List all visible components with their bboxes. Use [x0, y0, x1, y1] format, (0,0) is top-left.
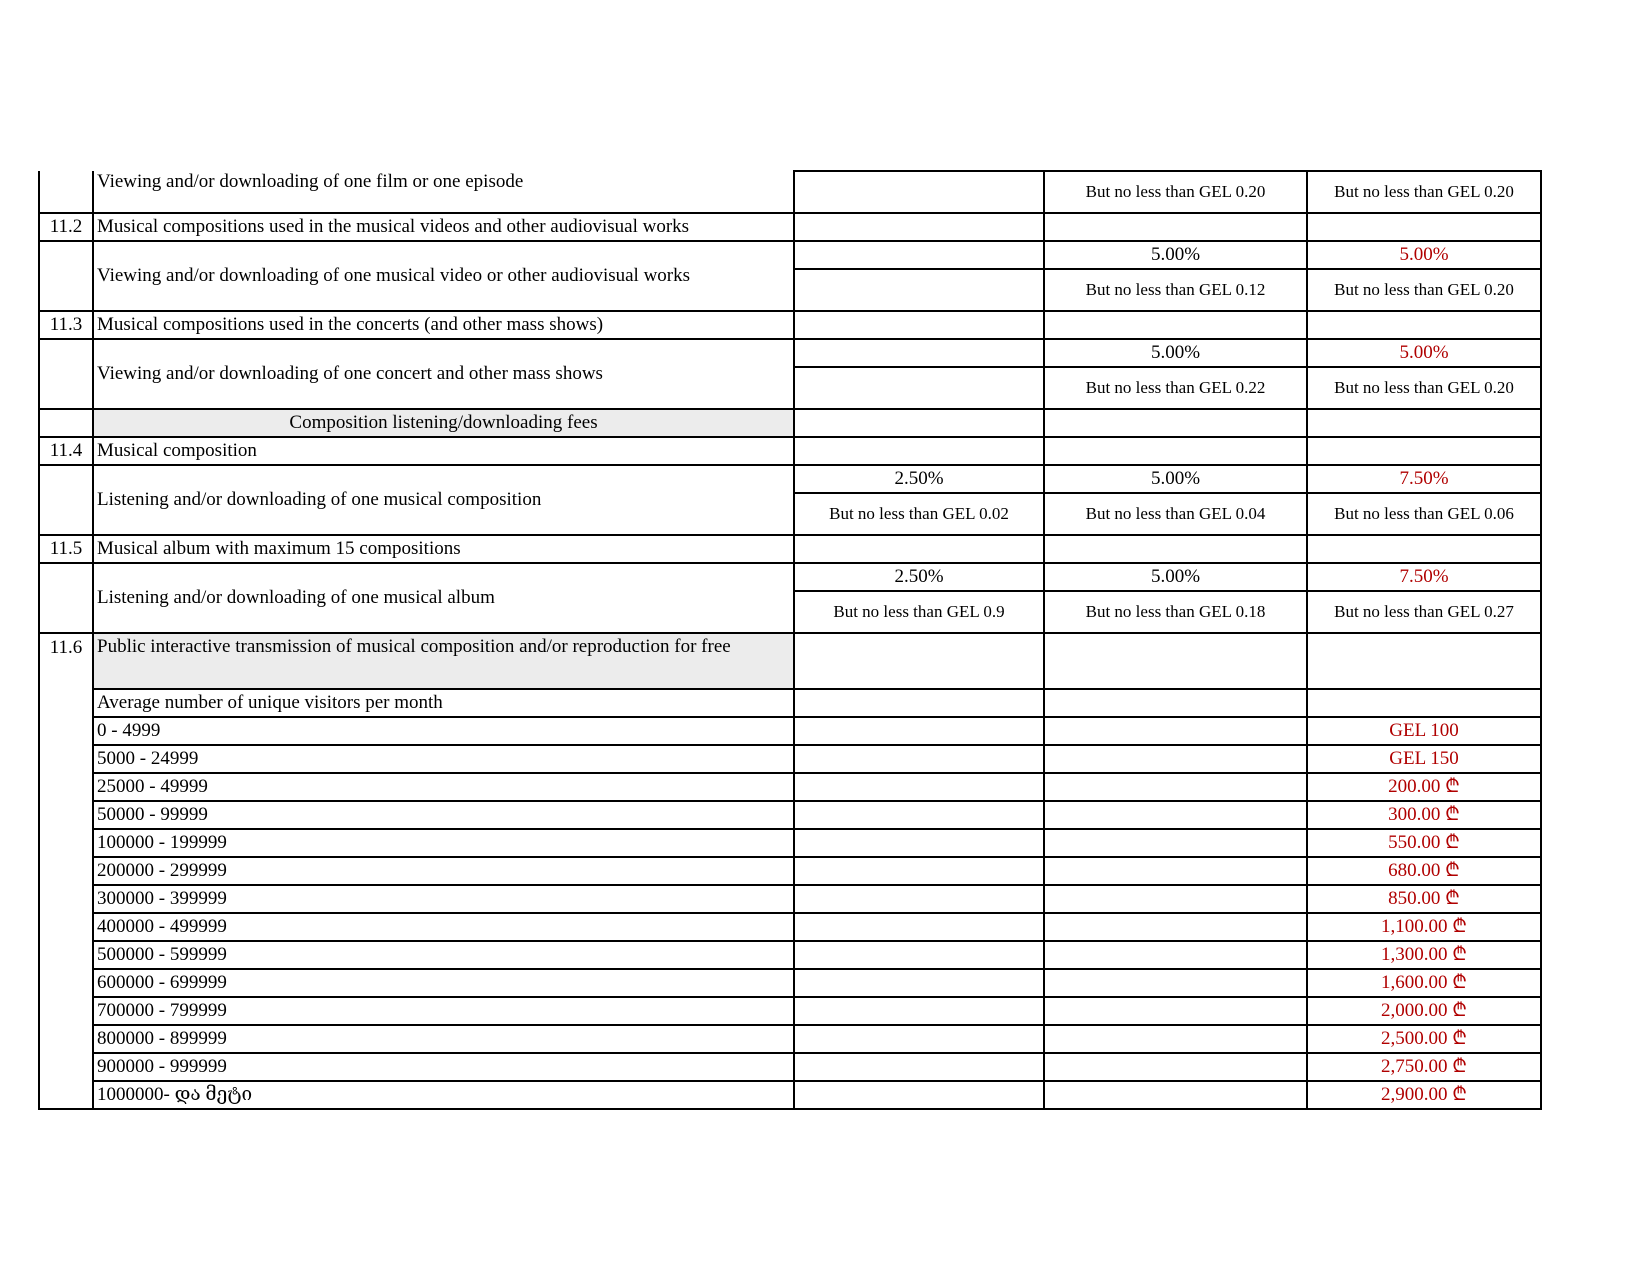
tier1-min-fee: But no less than GEL 0.02	[794, 493, 1044, 535]
visitor-tier-row	[39, 885, 1541, 913]
empty-cell	[794, 745, 1044, 773]
empty-cell	[1044, 213, 1307, 241]
empty-cell	[794, 689, 1044, 717]
visitor-range: 0 - 4999	[93, 717, 794, 745]
empty-cell	[1044, 969, 1307, 997]
visitor-tier-row	[39, 941, 1541, 969]
tier2-min-fee: But no less than GEL 0.20	[1044, 171, 1307, 213]
visitor-fee: 850.00 ₾	[1307, 885, 1541, 913]
empty-cell	[1044, 745, 1307, 773]
tier2-percentage: 5.00%	[1044, 563, 1307, 591]
empty-cell	[1044, 633, 1307, 689]
empty-cell	[794, 913, 1044, 941]
empty-cell	[794, 213, 1044, 241]
visitor-fee: GEL 150	[1307, 745, 1541, 773]
tier3-min-fee: But no less than GEL 0.27	[1307, 591, 1541, 633]
empty-cell	[794, 717, 1044, 745]
row-number-cell	[39, 241, 93, 311]
empty-cell	[1044, 1025, 1307, 1053]
tier3-percentage: 5.00%	[1307, 241, 1541, 269]
empty-cell	[794, 885, 1044, 913]
tier2-min-fee: But no less than GEL 0.04	[1044, 493, 1307, 535]
table-row	[39, 535, 1541, 563]
empty-cell	[1044, 801, 1307, 829]
table-row	[39, 171, 1541, 213]
visitor-tier-row	[39, 717, 1541, 745]
table-row	[39, 213, 1541, 241]
table-row	[39, 241, 1541, 269]
visitor-range: 800000 - 899999	[93, 1025, 794, 1053]
empty-cell	[794, 801, 1044, 829]
table-row	[39, 437, 1541, 465]
empty-cell	[794, 311, 1044, 339]
empty-cell	[1044, 857, 1307, 885]
empty-cell	[39, 409, 93, 437]
empty-cell	[1044, 941, 1307, 969]
row-description: Listening and/or downloading of one musical composition	[93, 465, 794, 535]
row-description: Musical compositions used in the musical videos and other audiovisual works	[93, 213, 794, 241]
empty-cell	[1044, 717, 1307, 745]
section-title: Composition listening/downloading fees	[93, 409, 794, 437]
empty-cell	[794, 1081, 1044, 1109]
tier1-min-fee: But no less than GEL 0.9	[794, 591, 1044, 633]
tier3-percentage: 7.50%	[1307, 465, 1541, 493]
empty-cell	[794, 367, 1044, 409]
empty-cell	[794, 339, 1044, 367]
empty-cell	[794, 241, 1044, 269]
fee-table-sheet	[38, 170, 1540, 1110]
empty-cell	[794, 997, 1044, 1025]
empty-cell	[794, 437, 1044, 465]
tier3-percentage: 7.50%	[1307, 563, 1541, 591]
empty-cell	[1044, 913, 1307, 941]
tier3-percentage: 5.00%	[1307, 339, 1541, 367]
visitor-range: 300000 - 399999	[93, 885, 794, 913]
visitor-range: 500000 - 599999	[93, 941, 794, 969]
visitor-tier-row	[39, 801, 1541, 829]
empty-cell	[1307, 633, 1541, 689]
empty-cell	[794, 857, 1044, 885]
visitor-range: 1000000- და მეტი	[93, 1081, 794, 1109]
visitor-tier-row	[39, 997, 1541, 1025]
tier2-min-fee: But no less than GEL 0.22	[1044, 367, 1307, 409]
empty-cell	[794, 1025, 1044, 1053]
visitor-fee: 300.00 ₾	[1307, 801, 1541, 829]
tier1-percentage: 2.50%	[794, 563, 1044, 591]
empty-cell	[794, 829, 1044, 857]
tier1-cell	[794, 171, 1044, 213]
visitor-tier-row	[39, 829, 1541, 857]
empty-cell	[794, 535, 1044, 563]
empty-cell	[1044, 689, 1307, 717]
visitor-range: 600000 - 699999	[93, 969, 794, 997]
empty-cell	[1307, 689, 1541, 717]
row-number-cell	[39, 339, 93, 409]
visitor-tier-row	[39, 1081, 1541, 1109]
row-description: Musical compositions used in the concerts (and other mass shows)	[93, 311, 794, 339]
visitor-fee: 680.00 ₾	[1307, 857, 1541, 885]
row-description: Musical album with maximum 15 compositions	[93, 535, 794, 563]
empty-cell	[794, 633, 1044, 689]
empty-cell	[1044, 311, 1307, 339]
visitor-fee: 2,000.00 ₾	[1307, 997, 1541, 1025]
fee-table	[38, 170, 1542, 1110]
visitor-fee: 1,600.00 ₾	[1307, 969, 1541, 997]
visitor-fee: GEL 100	[1307, 717, 1541, 745]
row-description: Musical composition	[93, 437, 794, 465]
visitor-fee: 2,750.00 ₾	[1307, 1053, 1541, 1081]
visitor-tier-row	[39, 745, 1541, 773]
empty-cell	[1044, 409, 1307, 437]
visitor-range: 50000 - 99999	[93, 801, 794, 829]
tier2-percentage: 5.00%	[1044, 339, 1307, 367]
visitor-tier-row	[39, 857, 1541, 885]
visitor-range: 200000 - 299999	[93, 857, 794, 885]
table-row	[39, 563, 1541, 591]
visitor-tier-row	[39, 773, 1541, 801]
table-row	[39, 339, 1541, 367]
tier3-min-fee: But no less than GEL 0.20	[1307, 171, 1541, 213]
row-number-cell	[39, 563, 93, 633]
visitor-tier-row	[39, 1053, 1541, 1081]
visitor-tier-row	[39, 969, 1541, 997]
row-description: Viewing and/or downloading of one concert and other mass shows	[93, 339, 794, 409]
empty-cell	[1307, 213, 1541, 241]
visitor-fee: 1,300.00 ₾	[1307, 941, 1541, 969]
tier3-min-fee: But no less than GEL 0.20	[1307, 367, 1541, 409]
empty-cell	[1044, 1053, 1307, 1081]
empty-cell	[1307, 311, 1541, 339]
empty-cell	[794, 409, 1044, 437]
visitor-tier-row	[39, 913, 1541, 941]
table-row	[39, 409, 1541, 437]
empty-cell	[1044, 829, 1307, 857]
visitor-fee: 2,500.00 ₾	[1307, 1025, 1541, 1053]
visitors-header: Average number of unique visitors per month	[93, 689, 794, 717]
row-description: Viewing and/or downloading of one film or one episode	[93, 171, 794, 213]
empty-cell	[1307, 409, 1541, 437]
visitor-fee: 200.00 ₾	[1307, 773, 1541, 801]
tier2-min-fee: But no less than GEL 0.12	[1044, 269, 1307, 311]
table-row	[39, 465, 1541, 493]
empty-cell	[794, 941, 1044, 969]
row-description: Viewing and/or downloading of one musical video or other audiovisual works	[93, 241, 794, 311]
empty-cell	[794, 1053, 1044, 1081]
visitor-fee: 550.00 ₾	[1307, 829, 1541, 857]
visitor-range: 100000 - 199999	[93, 829, 794, 857]
empty-cell	[1307, 535, 1541, 563]
row-number: 11.2	[39, 213, 93, 241]
tier1-percentage: 2.50%	[794, 465, 1044, 493]
row-number: 11.5	[39, 535, 93, 563]
row-description: Public interactive transmission of musical composition and/or reproduction for free	[93, 633, 794, 689]
empty-cell	[1044, 535, 1307, 563]
visitor-range: 700000 - 799999	[93, 997, 794, 1025]
empty-cell	[794, 969, 1044, 997]
tier2-min-fee: But no less than GEL 0.18	[1044, 591, 1307, 633]
visitor-fee: 2,900.00 ₾	[1307, 1081, 1541, 1109]
empty-cell	[1044, 885, 1307, 913]
visitor-range: 25000 - 49999	[93, 773, 794, 801]
visitor-fee: 1,100.00 ₾	[1307, 913, 1541, 941]
row-number: 11.3	[39, 311, 93, 339]
empty-cell	[1044, 773, 1307, 801]
table-row	[39, 311, 1541, 339]
visitor-tier-row	[39, 1025, 1541, 1053]
tier3-min-fee: But no less than GEL 0.06	[1307, 493, 1541, 535]
empty-cell	[1044, 1081, 1307, 1109]
empty-cell	[794, 269, 1044, 311]
tier2-percentage: 5.00%	[1044, 465, 1307, 493]
row-number-cell	[39, 465, 93, 535]
tier3-min-fee: But no less than GEL 0.20	[1307, 269, 1541, 311]
empty-cell	[794, 773, 1044, 801]
visitor-range: 5000 - 24999	[93, 745, 794, 773]
row-number: 11.4	[39, 437, 93, 465]
row-number-cell	[39, 171, 93, 213]
row-number: 11.6	[39, 633, 93, 1109]
visitor-range: 400000 - 499999	[93, 913, 794, 941]
table-row	[39, 633, 1541, 689]
empty-cell	[1044, 437, 1307, 465]
visitor-range: 900000 - 999999	[93, 1053, 794, 1081]
table-row	[39, 689, 1541, 717]
empty-cell	[1044, 997, 1307, 1025]
tier2-percentage: 5.00%	[1044, 241, 1307, 269]
row-description: Listening and/or downloading of one musical album	[93, 563, 794, 633]
empty-cell	[1307, 437, 1541, 465]
